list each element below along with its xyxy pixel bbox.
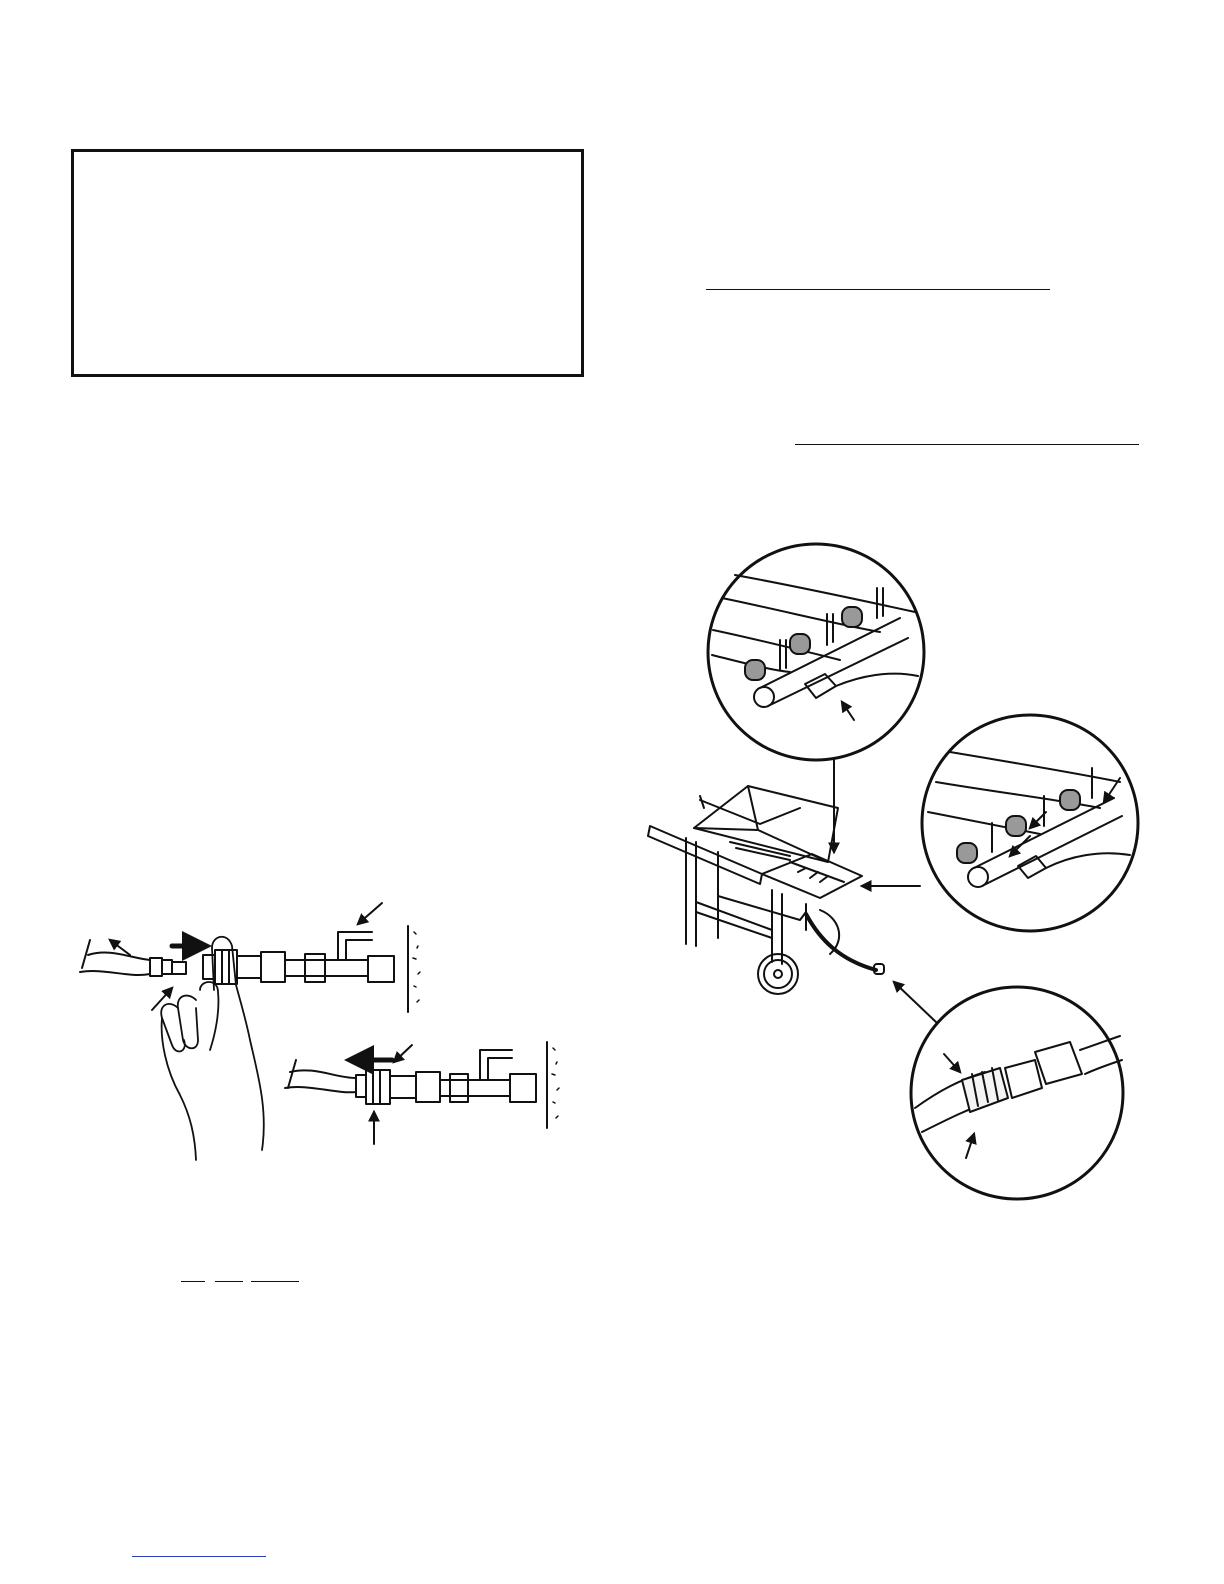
arrow-icon xyxy=(834,760,936,1022)
grill-icon xyxy=(648,786,884,994)
manifold-detail-icon xyxy=(922,715,1138,931)
manifold-detail-icon xyxy=(708,544,924,760)
hose-fitting-detail-icon xyxy=(911,987,1123,1199)
